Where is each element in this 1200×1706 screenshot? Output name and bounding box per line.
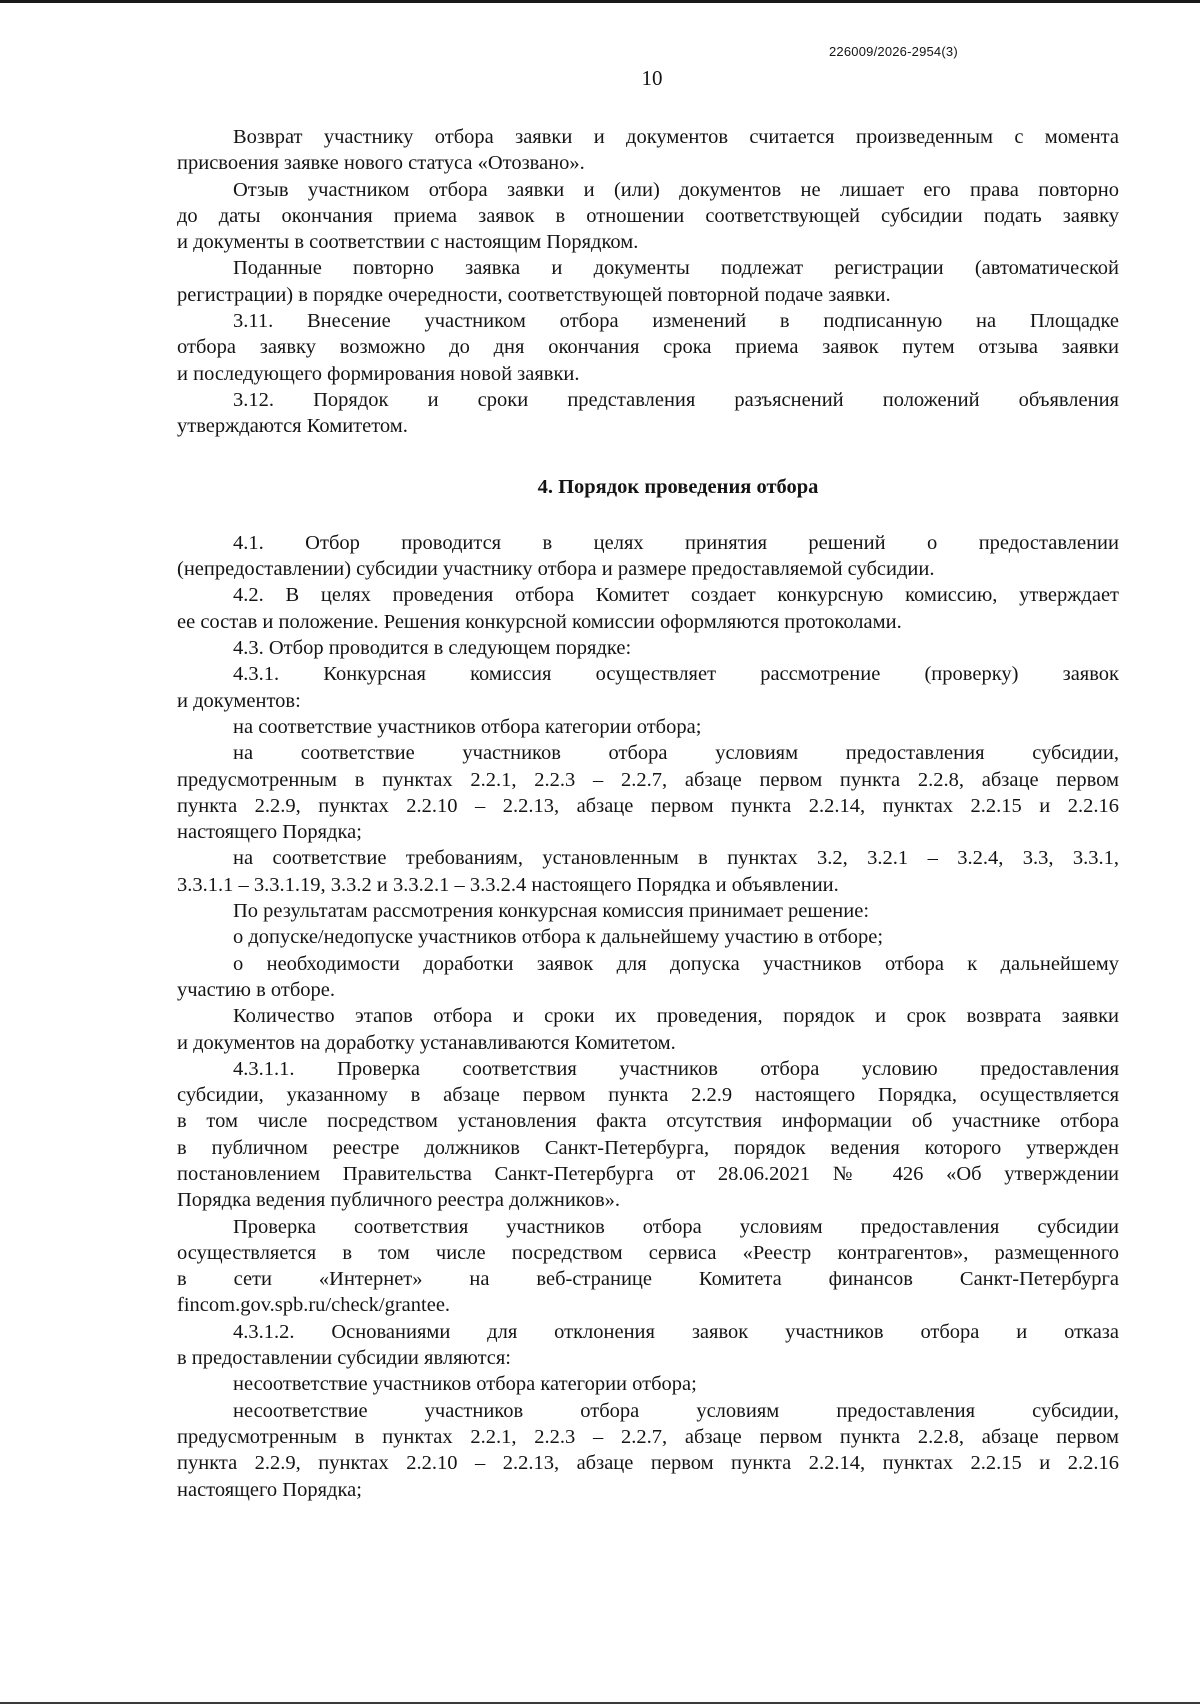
paragraph-line: 3.3.1.1 – 3.3.1.19, 3.3.2 и 3.3.2.1 – 3.3.2.4 настоящего Порядка и объявлении. bbox=[177, 873, 839, 896]
paragraph-line: 3.12. Порядок и сроки представления разъяснений положений объявления bbox=[233, 388, 1119, 411]
page-number: 10 bbox=[641, 66, 663, 90]
paragraph-line: участию в отборе. bbox=[177, 978, 336, 1001]
section-heading: 4. Порядок проведения отбора bbox=[537, 475, 819, 498]
paragraph-line: 4.1. Отбор проводится в целях принятия решений о предоставлении bbox=[233, 531, 1119, 554]
paragraph-line: Возврат участнику отбора заявки и документов считается произведенным с момента bbox=[233, 126, 1119, 148]
paragraph-line: на соответствие требованиям, установленным в пунктах 3.2, 3.2.1 – 3.2.4, 3.3, 3.3.1, bbox=[233, 847, 1119, 870]
paragraph-line: (непредоставлении) субсидии участнику отбора и размере предоставляемой субсидии. bbox=[177, 558, 935, 581]
paragraph-line: пункта 2.2.9, пунктах 2.2.10 – 2.2.13, абзаце первом пункта 2.2.14, пунктах 2.2.15 и 2.2.16 bbox=[177, 794, 1119, 817]
paragraph-line: Проверка соответствия участников отбора условиям предоставления субсидии bbox=[233, 1215, 1119, 1238]
paragraph-line: предусмотренным в пунктах 2.2.1, 2.2.3 – 2.2.7, абзаце первом пункта 2.2.8, абзаце первом bbox=[177, 1425, 1119, 1448]
paragraph-line: настоящего Порядка; bbox=[177, 1478, 362, 1501]
paragraph-line: регистрации) в порядке очередности, соответствующей повторной подаче заявки. bbox=[177, 283, 891, 306]
paragraph-line: о необходимости доработки заявок для допуска участников отбора к дальнейшему bbox=[233, 952, 1119, 975]
paragraph-line: Поданные повторно заявка и документы подлежат регистрации (автоматической bbox=[233, 257, 1119, 280]
paragraph-line: fincom.gov.spb.ru/check/grantee. bbox=[177, 1294, 451, 1317]
paragraph-line: о допуске/недопуске участников отбора к дальнейшему участию в отборе; bbox=[233, 926, 884, 949]
paragraph-line: настоящего Порядка; bbox=[177, 821, 362, 844]
paragraph-line: утверждаются Комитетом. bbox=[177, 415, 408, 438]
paragraph-line: Отзыв участником отбора заявки и (или) документов не лишает его права повторно bbox=[233, 178, 1119, 201]
paragraph-line: По результатам рассмотрения конкурсная комиссия принимает решение: bbox=[233, 900, 870, 923]
paragraph-line: 3.11. Внесение участником отбора изменений в подписанную на Площадке bbox=[233, 310, 1119, 333]
paragraph-line: отбора заявку возможно до дня окончания срока приема заявок путем отзыва заявки bbox=[177, 336, 1119, 359]
paragraph-line: субсидии, указанному в абзаце первом пункта 2.2.9 настоящего Порядка, осуществляется bbox=[177, 1084, 1119, 1107]
paragraph-line: ее состав и положение. Решения конкурсной комиссии оформляются протоколами. bbox=[177, 610, 902, 633]
document-registration-number: 226009/2026-2954(3) bbox=[829, 44, 958, 59]
paragraph-line: несоответствие участников отбора условиям предоставления субсидии, bbox=[233, 1399, 1119, 1422]
paragraph-line: и документов на доработку устанавливаются Комитетом. bbox=[177, 1031, 676, 1054]
paragraph-line: Порядка ведения публичного реестра должников». bbox=[177, 1189, 621, 1212]
paragraph-line: несоответствие участников отбора категории отбора; bbox=[233, 1373, 697, 1396]
paragraph-line: на соответствие участников отбора категории отбора; bbox=[233, 715, 702, 738]
paragraph-line: осуществляется в том числе посредством сервиса «Реестр контрагентов», размещенного bbox=[177, 1241, 1119, 1264]
paragraph-line: 4.3.1.1. Проверка соответствия участников отбора условию предоставления bbox=[233, 1057, 1119, 1080]
paragraph-line: предусмотренным в пунктах 2.2.1, 2.2.3 – 2.2.7, абзаце первом пункта 2.2.8, абзаце первом bbox=[177, 768, 1119, 791]
paragraph-line: и документы в соответствии с настоящим Порядком. bbox=[177, 231, 639, 254]
paragraph-line: 4.3.1. Конкурсная комиссия осуществляет рассмотрение (проверку) заявок bbox=[233, 663, 1119, 686]
paragraph-line: в предоставлении субсидии являются: bbox=[177, 1347, 512, 1370]
paragraph-line: в том числе посредством установления факта отсутствия информации об участнике отбора bbox=[177, 1110, 1119, 1133]
document-body bbox=[177, 124, 1119, 1503]
paragraph-line: 4.3.1.2. Основаниями для отклонения заявок участников отбора и отказа bbox=[233, 1320, 1119, 1343]
paragraph-line: на соответствие участников отбора условиям предоставления субсидии, bbox=[233, 742, 1119, 765]
paragraph-line: до даты окончания приема заявок в отношении соответствующей субсидии подать заявку bbox=[177, 204, 1119, 227]
paragraph-line: постановлением Правительства Санкт-Петербурга от 28.06.2021 № 426 «Об утверждении bbox=[177, 1162, 1119, 1185]
paragraph-line: Количество этапов отбора и сроки их проведения, порядок и срок возврата заявки bbox=[233, 1005, 1119, 1028]
paragraph-line: и документов: bbox=[177, 689, 301, 712]
scan-edge-top bbox=[0, 0, 1200, 3]
paragraph-line: 4.2. В целях проведения отбора Комитет создает конкурсную комиссию, утверждает bbox=[233, 584, 1119, 607]
paragraph-line: присвоения заявке нового статуса «Отозвано». bbox=[177, 152, 585, 175]
paragraph-line: в публичном реестре должников Санкт-Петербурга, порядок ведения которого утвержден bbox=[177, 1136, 1119, 1159]
paragraph-line: и последующего формирования новой заявки. bbox=[177, 362, 580, 385]
paragraph-line: в сети «Интернет» на веб-странице Комитета финансов Санкт-Петербурга bbox=[177, 1268, 1119, 1291]
paragraph-line: 4.3. Отбор проводится в следующем порядке: bbox=[233, 637, 632, 660]
paragraph-line: пункта 2.2.9, пунктах 2.2.10 – 2.2.13, абзаце первом пункта 2.2.14, пунктах 2.2.15 и 2.2.16 bbox=[177, 1452, 1119, 1475]
scan-edge-bottom bbox=[0, 1702, 1200, 1704]
